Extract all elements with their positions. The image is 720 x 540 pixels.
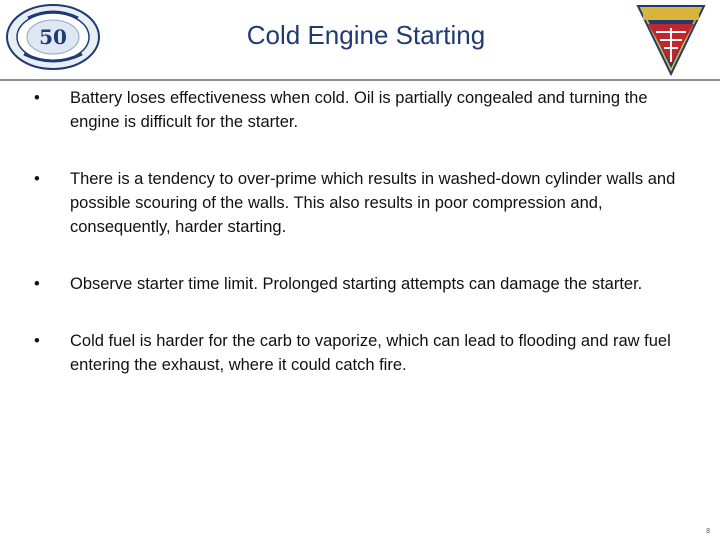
bullet-text: There is a tendency to over-prime which results in washed-down cylinder walls and possible scouring of the walls. This also results in poor compression and, consequently, harder starting. <box>70 170 676 236</box>
bullet-text: Observe starter time limit. Prolonged starting attempts can damage the starter. <box>70 275 643 293</box>
bullet-marker: • <box>34 89 40 107</box>
bullet-text: Cold fuel is harder for the carb to vaporize, which can lead to flooding and raw fuel entering the exhaust, where it could catch fire. <box>70 332 671 374</box>
header-divider <box>0 79 720 81</box>
list-item <box>34 329 684 377</box>
bullet-list <box>34 86 684 410</box>
svg-text:50: 50 <box>39 25 67 49</box>
naval-air-station-emblem-icon <box>636 4 706 76</box>
list-item <box>34 167 684 239</box>
list-item <box>34 86 684 134</box>
bullet-marker: • <box>34 332 40 350</box>
naval-station-seal-icon <box>4 2 102 72</box>
bullet-text: Battery loses effectiveness when cold. Oil is partially congealed and turning the engine is difficult for the starter. <box>70 89 648 131</box>
bullet-marker: • <box>34 275 40 293</box>
page-title: Cold Engine Starting <box>246 20 486 50</box>
page-number: 8 <box>706 528 710 535</box>
list-item <box>34 272 684 296</box>
bullet-marker: • <box>34 170 40 188</box>
